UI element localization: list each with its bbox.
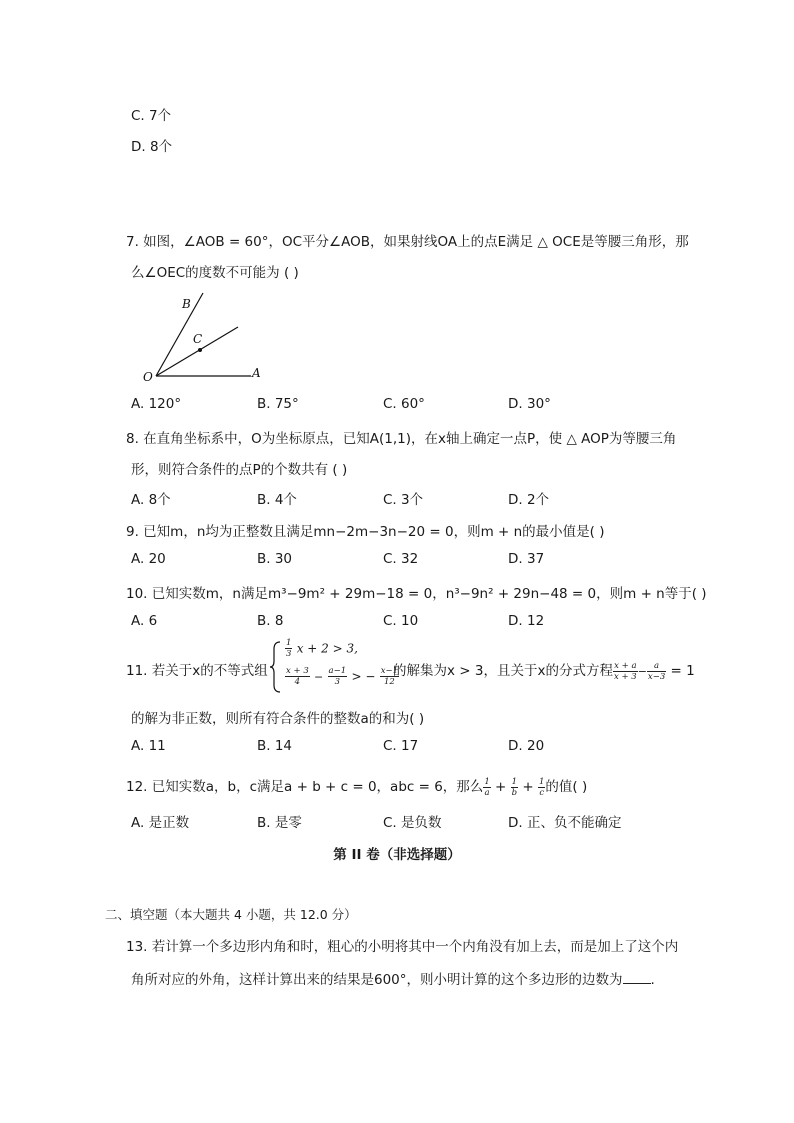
label-b: B xyxy=(182,297,191,311)
q12-frac-a: $\frac{1}{a}$ xyxy=(484,776,490,798)
q10-text: 10. 已知实数m，n满足m³−9m² + 29m−18 = 0，n³−9n² + 29n−48 = 0，则m + n等于( ) xyxy=(126,586,707,602)
q11-inequality-1 xyxy=(285,638,358,659)
q11-option-b[interactable]: B. 14 xyxy=(257,738,293,754)
q7-option-a[interactable]: A. 120° xyxy=(131,396,182,412)
q10-options xyxy=(131,613,651,631)
q7-angle-figure xyxy=(140,288,270,386)
q8-text-line2: 形，则符合条件的点P的个数共有 ( ) xyxy=(131,462,348,478)
q11-prefix: 11. 若关于x的不等式组 xyxy=(126,663,268,679)
point-c-dot xyxy=(198,348,202,352)
q13-text-line2 xyxy=(131,968,655,988)
q12-prefix: 12. 已知实数a，b，c满足a + b + c = 0，abc = 6，那么 xyxy=(126,779,484,795)
q11-ineq1-rest: x + 2 > 3, xyxy=(296,641,358,656)
q7-option-d[interactable]: D. 30° xyxy=(508,396,551,412)
q11-option-a[interactable]: A. 11 xyxy=(131,738,166,754)
q11-option-d[interactable]: D. 20 xyxy=(508,738,545,754)
q7-option-b[interactable]: B. 75° xyxy=(257,396,299,412)
q9-option-c[interactable]: C. 32 xyxy=(383,551,419,567)
q8-options xyxy=(131,488,651,506)
option-c-prev: C. 7个 xyxy=(131,108,172,124)
q12-options xyxy=(131,811,651,829)
label-o: O xyxy=(143,370,153,384)
q11-middle-text: 的解集为x > 3，且关于x的分式方程 xyxy=(393,663,613,679)
q7-options xyxy=(131,396,651,414)
q12-option-c[interactable]: C. 是负数 xyxy=(383,815,442,831)
q7-text-line1: 7. 如图，∠AOB = 60°，OC平分∠AOB，如果射线OA上的点E满足 △ OCE是等腰三角形，那 xyxy=(126,234,689,250)
q11-eq-frac2: $\frac{a}{x-3}$ xyxy=(647,660,666,682)
label-c: C xyxy=(193,332,203,346)
q12-option-d[interactable]: D. 正、负不能确定 xyxy=(508,815,622,831)
q11-ineq2-gt: > − xyxy=(351,669,376,684)
q8-option-b[interactable]: B. 4个 xyxy=(257,492,297,508)
q9-options xyxy=(131,551,651,569)
q11-ineq2-frac1: $\frac{x + 3}{4}$ xyxy=(286,666,309,687)
q12-option-a[interactable]: A. 是正数 xyxy=(131,815,190,831)
q7-option-c[interactable]: C. 60° xyxy=(383,396,425,412)
q9-option-b[interactable]: B. 30 xyxy=(257,551,293,567)
q11-eq-rhs: = 1 xyxy=(670,663,695,679)
q10-option-b[interactable]: B. 8 xyxy=(257,613,284,629)
q12-text xyxy=(126,775,587,798)
q11-brace xyxy=(270,641,282,693)
option-d-prev: D. 8个 xyxy=(131,139,173,155)
q13-line2-text: 角所对应的外角，这样计算出来的结果是600°，则小明计算的这个多边形的边数为 xyxy=(131,972,623,988)
q12-plus-2: + xyxy=(522,779,534,795)
q12-suffix: 的值( ) xyxy=(545,779,588,795)
q10-option-c[interactable]: C. 10 xyxy=(383,613,419,629)
section2-header: 二、填空题（本大题共 4 小题，共 12.0 分） xyxy=(105,907,357,922)
q13-text-line1: 13. 若计算一个多边形内角和时，粗心的小明将其中一个内角没有加上去，而是加上了这个内 xyxy=(126,939,679,955)
q8-text-line1: 8. 在直角坐标系中，O为坐标原点，已知A(1,1)，在x轴上确定一点P，使 △ AOP为等腰三角 xyxy=(126,431,677,447)
q11-inequality-2 xyxy=(285,666,399,687)
q11-ineq1-frac: $\frac{1}{3}$ xyxy=(286,638,292,659)
q11-text-line2: 的解为非正数，则所有符合条件的整数a的和为( ) xyxy=(131,711,425,727)
q12-frac-c: $\frac{1}{c}$ xyxy=(539,776,545,798)
q10-option-a[interactable]: A. 6 xyxy=(131,613,158,629)
label-a: A xyxy=(252,366,261,380)
q11-ineq2-minus: − xyxy=(314,670,324,684)
q13-answer-blank[interactable] xyxy=(623,971,651,984)
q11-eq-minus: − xyxy=(637,665,647,678)
section-title: 第 II 卷（非选择题） xyxy=(333,847,461,863)
q9-option-d[interactable]: D. 37 xyxy=(508,551,545,567)
q8-option-c[interactable]: C. 3个 xyxy=(383,492,424,508)
q13-line2-end: . xyxy=(650,972,655,988)
q11-eq-frac1: $\frac{x + a}{x + 3}$ xyxy=(613,660,637,682)
q11-ineq2-frac2: $\frac{a-1}{3}$ xyxy=(328,666,347,687)
q9-text: 9. 已知m，n均为正整数且满足mn−2m−3n−20 = 0，则m + n的最小值是( ) xyxy=(126,524,605,540)
q10-option-d[interactable]: D. 12 xyxy=(508,613,545,629)
q12-frac-b: $\frac{1}{b}$ xyxy=(511,776,518,798)
q11-options xyxy=(131,738,651,756)
q11-ineq2-frac3: $\frac{x-1}{12}$ xyxy=(380,666,399,687)
q8-option-a[interactable]: A. 8个 xyxy=(131,492,171,508)
q12-plus-1: + xyxy=(495,779,507,795)
q12-option-b[interactable]: B. 是零 xyxy=(257,815,302,831)
q11-option-c[interactable]: C. 17 xyxy=(383,738,419,754)
q7-text-line2: 么∠OEC的度数不可能为 ( ) xyxy=(131,265,299,281)
q11-middle xyxy=(393,659,695,682)
q8-option-d[interactable]: D. 2个 xyxy=(508,492,550,508)
q9-option-a[interactable]: A. 20 xyxy=(131,551,166,567)
